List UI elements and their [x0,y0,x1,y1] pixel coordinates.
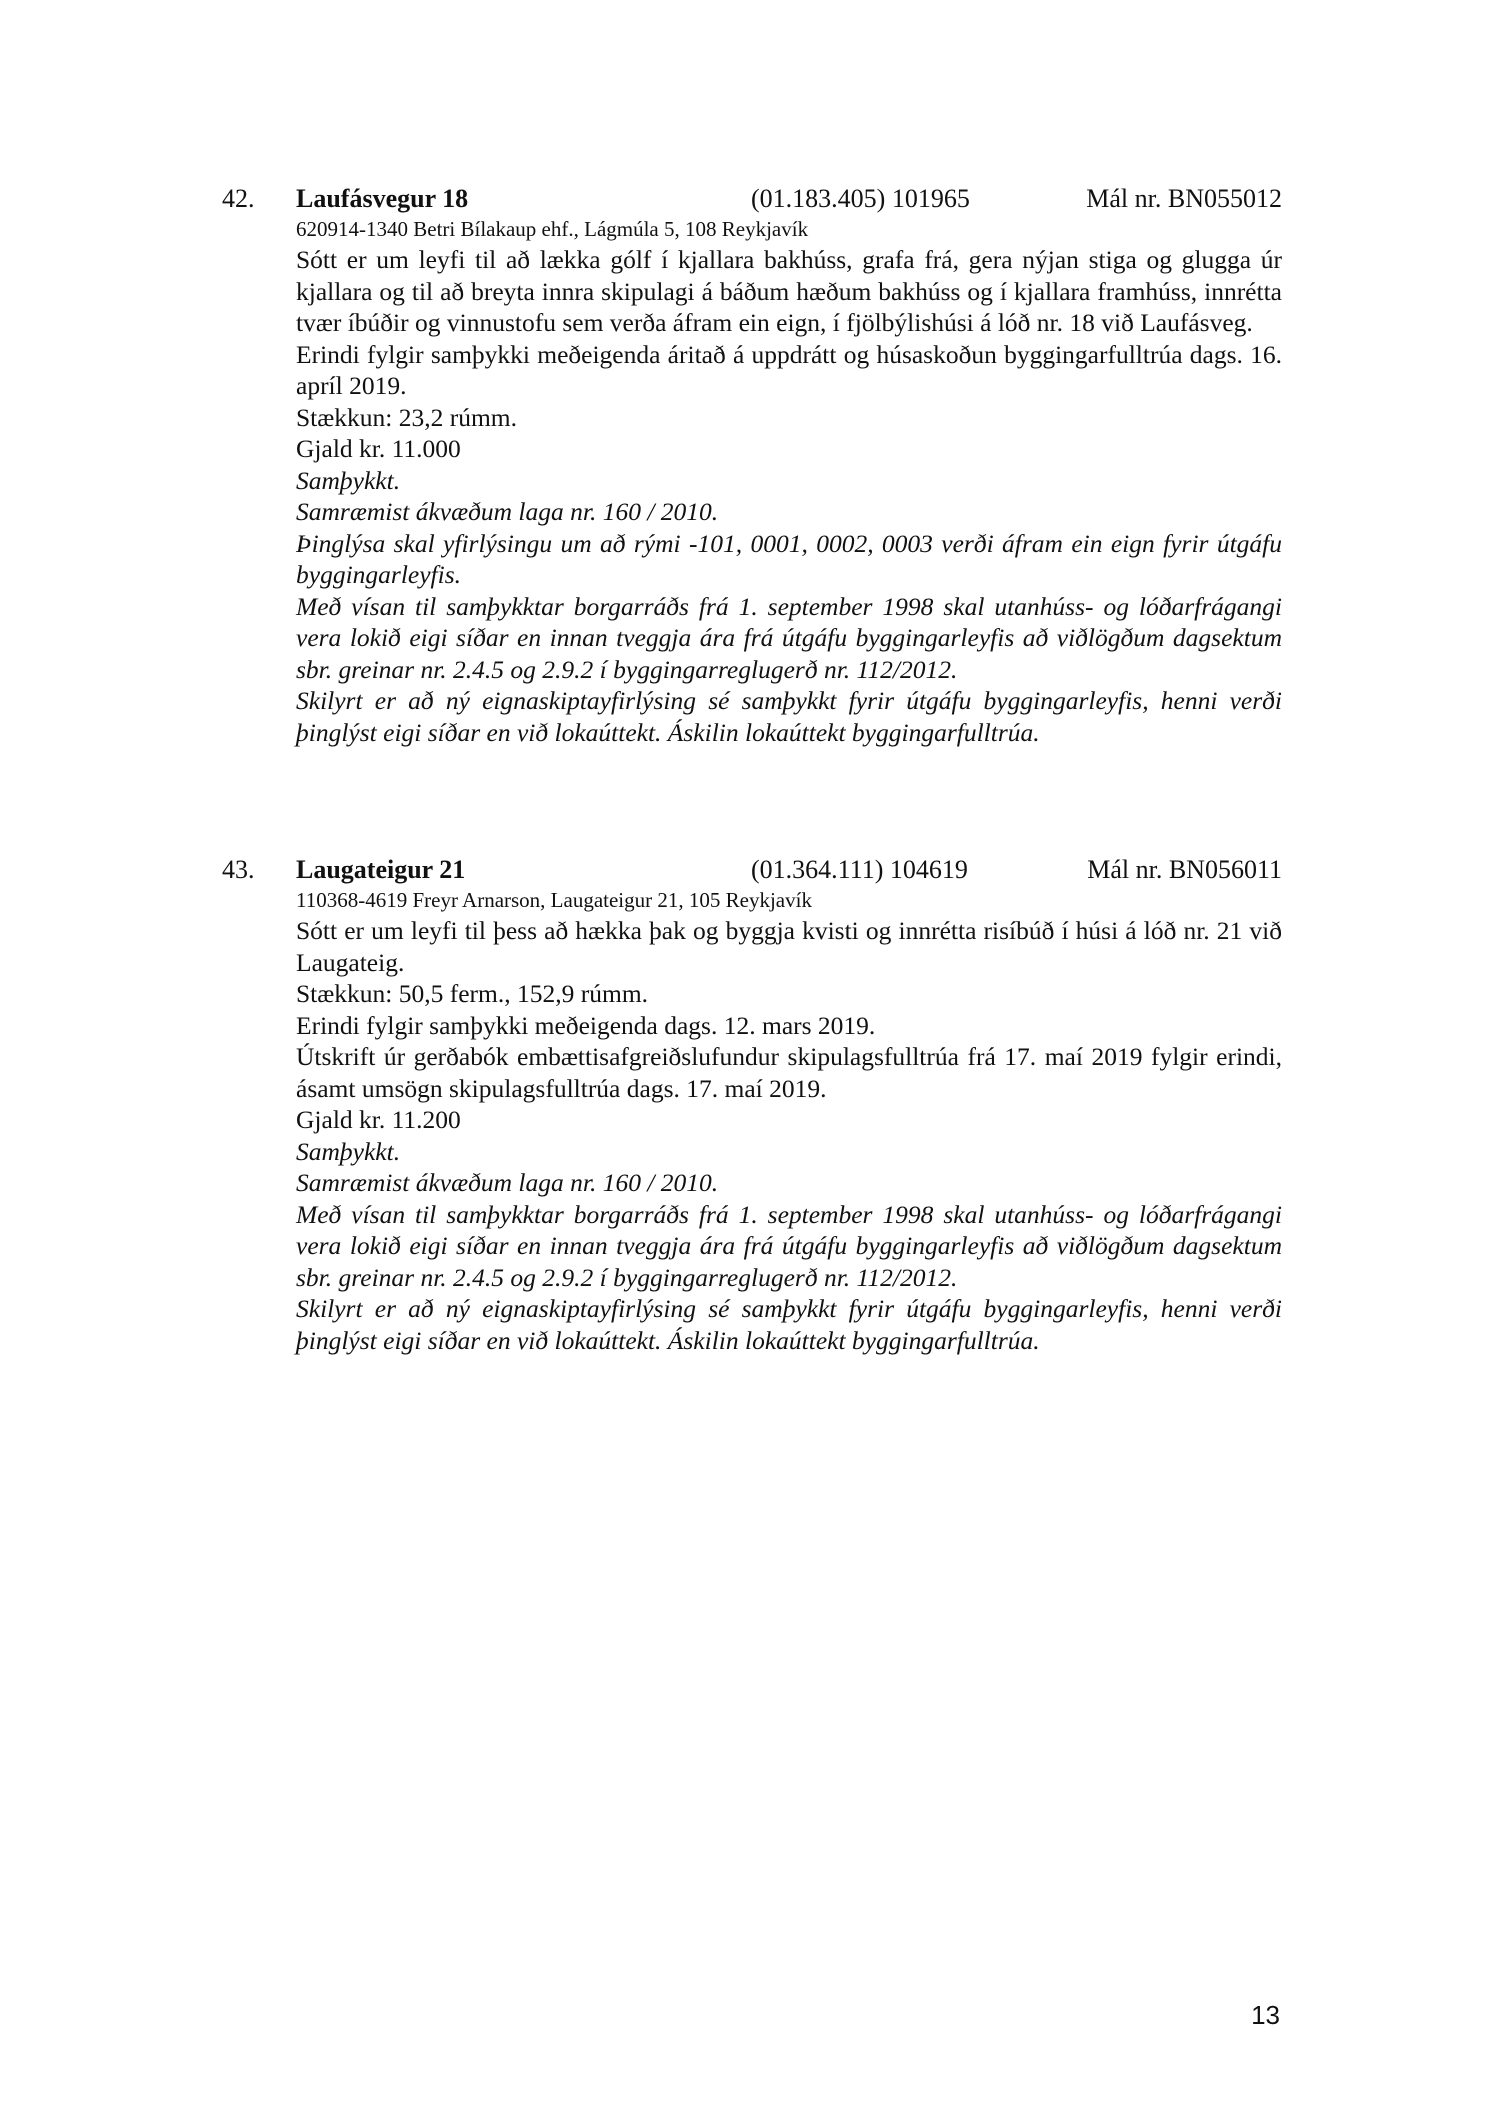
council-reference-paragraph: Með vísan til samþykktar borgarráðs frá 1. september 1998 skal utanhúss- og lóðarfrágangi vera lokið eigi síðar en innan tveggja ára frá útgáfu byggingarleyfis að viðlögðum dagsektum sbr. greinar nr. 2.4.5 og 2.9.2 í byggingarreglugerð nr. 112/2012. [296,591,1282,684]
consent-paragraph: Erindi fylgir samþykki meðeigenda áritað á uppdrátt og húsaskoðun byggingarfulltrúa dags. 16. apríl 2019. [296,339,1282,400]
decision-paragraph: Samþykkt. [296,1136,401,1166]
entry-land-id: (01.183.405) 101965 [751,184,970,213]
consent-paragraph: Erindi fylgir samþykki meðeigenda dags. 12. mars 2019. [296,1010,876,1040]
page-number: 13 [1251,2000,1280,2030]
fee-paragraph: Gjald kr. 11.200 [296,1105,461,1134]
expansion-paragraph: Stækkun: 23,2 rúmm. [296,402,518,432]
entry-case-number: Mál nr. BN056011 [1087,855,1282,884]
declaration-paragraph: Þinglýsa skal yfirlýsingu um að rými -101, 0001, 0002, 0003 verði áfram ein eign fyrir útgáfu byggingarleyfis. [296,528,1282,589]
description-paragraph: Sótt er um leyfi til að lækka gólf í kjallara bakhúss, grafa frá, gera nýjan stiga og glugga úr kjallara og til að breyta innra skipulagi á báðum hæðum bakhúss og í kjallara framhúss, innrétta tvær íbúðir og vinnustofu sem verða áfram ein eign, í fjölbýlishúsi á lóð nr. 18 við Laufásveg. [296,245,1282,337]
entry-applicant: 110368-4619 Freyr Arnarson, Laugateigur 21, 105 Reykjavík [296,888,812,912]
law-compliance-paragraph: Samræmist ákvæðum laga nr. 160 / 2010. [296,497,719,526]
condition-paragraph: Skilyrt er að ný eignaskiptayfirlýsing sé samþykkt fyrir útgáfu byggingarleyfis, henni verði þinglýst eigi síðar en við lokaúttekt. Áskilin lokaúttekt byggingarfulltrúa. [296,1294,1282,1355]
law-compliance-paragraph: Samræmist ákvæðum laga nr. 160 / 2010. [296,1168,719,1197]
entry-body [296,216,1282,748]
entry-address: Laufásvegur 18 [296,184,469,213]
entry-number: 43. [222,855,255,884]
entry-case-number: Mál nr. BN055012 [1086,184,1282,213]
description-paragraph: Sótt er um leyfi til þess að hækka þak og byggja kvisti og innrétta risíbúð í húsi á lóð nr. 21 við Laugateig. [296,916,1282,977]
expansion-paragraph: Stækkun: 50,5 ferm., 152,9 rúmm. [296,979,649,1008]
council-reference-paragraph: Með vísan til samþykktar borgarráðs frá 1. september 1998 skal utanhúss- og lóðarfrágangi vera lokið eigi síðar en innan tveggja ára frá útgáfu byggingarleyfis að viðlögðum dagsektum sbr. greinar nr. 2.4.5 og 2.9.2 í byggingarreglugerð nr. 112/2012. [296,1199,1282,1292]
entry-land-id: (01.364.111) 104619 [751,855,968,884]
entry-number: 42. [222,184,255,213]
entry-address: Laugateigur 21 [296,855,466,884]
entry-header [222,853,1282,887]
case-entry-42 [222,182,1282,748]
entry-body [296,887,1282,1356]
decision-paragraph: Samþykkt. [296,465,401,495]
condition-paragraph: Skilyrt er að ný eignaskiptayfirlýsing sé samþykkt fyrir útgáfu byggingarleyfis, henni verði þinglýst eigi síðar en við lokaúttekt. Áskilin lokaúttekt byggingarfulltrúa. [296,686,1282,747]
entry-header [222,182,1282,216]
case-entry-43 [222,853,1282,1356]
entry-applicant: 620914-1340 Betri Bílakaup ehf., Lágmúla 5, 108 Reykjavík [296,217,809,241]
minutes-extract-paragraph: Útskrift úr gerðabók embættisafgreiðslufundur skipulagsfulltrúa frá 17. maí 2019 fylgir erindi, ásamt umsögn skipulagsfulltrúa dags. 17. maí 2019. [296,1042,1282,1103]
fee-paragraph: Gjald kr. 11.000 [296,434,461,463]
